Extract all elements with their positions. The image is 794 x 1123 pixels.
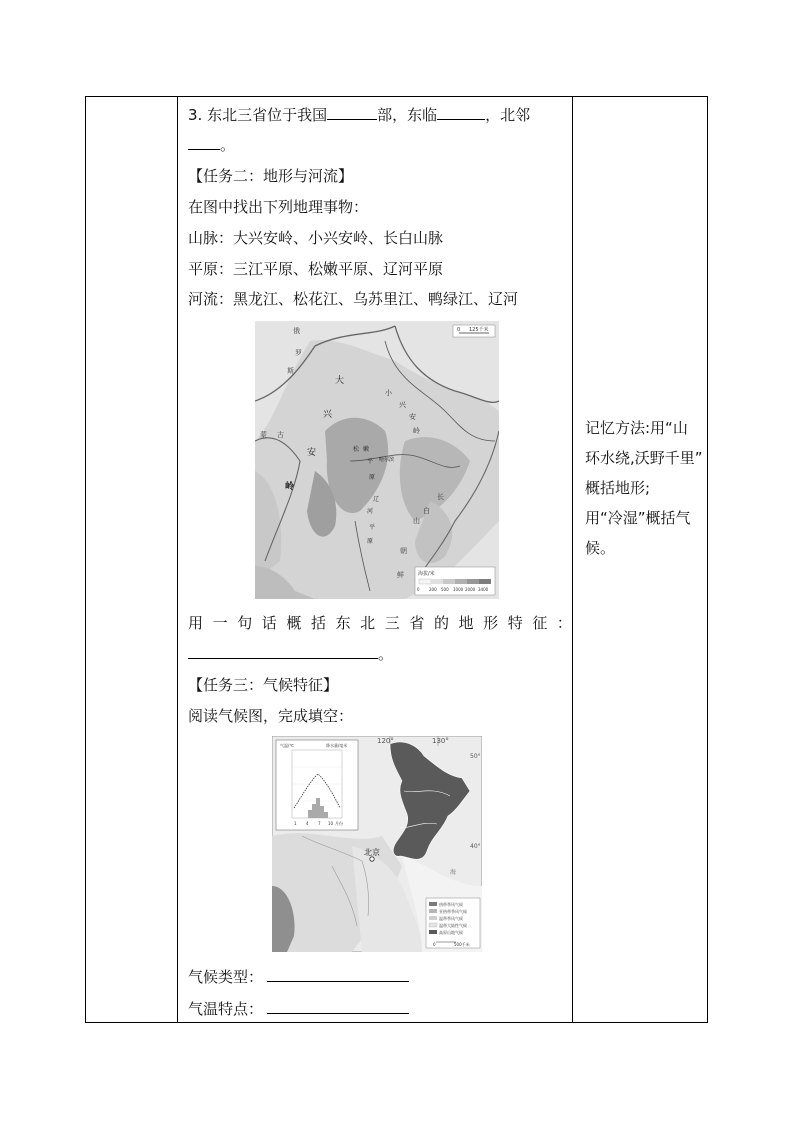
label-e: 俄 <box>293 327 300 335</box>
map1-tick-0: 0 <box>417 587 420 592</box>
blank-temp-feature[interactable] <box>267 999 409 1014</box>
legend-tropical: 热带季风气候 <box>439 902 463 907</box>
tip-line-1: 记忆方法:用“山 <box>585 419 688 437</box>
summary-char: 形 <box>483 614 499 632</box>
month-4: 4 <box>306 821 309 826</box>
label-liao: 辽 <box>373 496 380 503</box>
label-yuan: 原 <box>369 474 376 481</box>
summary-char: 一 <box>212 614 228 632</box>
summary-char: 北 <box>360 614 376 632</box>
question-3-line2 <box>188 135 235 155</box>
map1-legend-title: 海拔/米 <box>418 571 435 577</box>
label-meng: 蒙 <box>260 431 267 439</box>
rivers-line: 河流：黑龙江、松花江、乌苏里江、鸭绿江、辽河 <box>188 290 519 308</box>
label-xiao-an: 安 <box>409 413 416 421</box>
label-ling: 岭 <box>285 482 295 492</box>
label-harbin: 哈尔滨 <box>379 457 395 463</box>
terrain-summary-blank-line <box>188 644 393 664</box>
blank-terrain-summary[interactable] <box>188 644 378 659</box>
map2-scale: 500千米 <box>454 942 470 947</box>
lon-130: 130° <box>432 737 449 745</box>
label-luo: 罗 <box>295 349 302 357</box>
q3-text-1: 3. 东北三省位于我国 <box>188 106 328 124</box>
temp-feature-label: 气温特点： <box>188 1000 264 1018</box>
task3-instruction: 阅读气候图，完成填空： <box>188 707 354 725</box>
map1-tick-2: 500 <box>441 587 449 592</box>
summary-end: 。 <box>378 645 394 663</box>
summary-char: 特 <box>507 614 523 632</box>
map1-scale-zero: 0 <box>457 327 461 333</box>
legend-subtropical: 亚热带季风气候 <box>439 909 467 914</box>
label-shan: 山 <box>413 517 420 525</box>
map1-tick-1: 200 <box>429 587 437 592</box>
summary-char: 的 <box>433 614 449 632</box>
plains-line: 平原：三江平原、松嫩平原、辽河平原 <box>188 260 444 278</box>
summary-char: 征 <box>532 614 548 632</box>
label-xiao: 小 <box>385 389 392 397</box>
label-xian: 鲜 <box>397 571 404 579</box>
temperature-feature-line <box>188 999 409 1019</box>
terrain-map <box>255 321 499 599</box>
worksheet-table <box>85 96 708 1023</box>
month-7: 7 <box>318 821 321 826</box>
lat-50: 50° <box>470 753 481 760</box>
summary-char: 省 <box>409 614 425 632</box>
q3-end: 。 <box>220 136 236 154</box>
map1-tick-4: 2000 <box>465 587 476 592</box>
legend-plateau: 高原山地气候 <box>439 930 463 935</box>
memory-tip <box>579 413 709 563</box>
summary-char: 用 <box>188 614 204 632</box>
tip-line-5: 候。 <box>585 539 616 557</box>
map2-scale-zero: 0 <box>433 942 436 947</box>
label-yuan2: 原 <box>367 538 374 545</box>
map1-tick-3: 1000 <box>453 587 464 592</box>
tip-line-3: 概括地形; <box>585 479 651 497</box>
blank-climate-type[interactable] <box>267 967 409 982</box>
legend-temperate-monsoon: 温带季风气候 <box>439 916 463 921</box>
label-bai: 白 <box>423 507 430 515</box>
q3-text-3: ，北邻 <box>485 106 531 124</box>
label-song: 松 <box>353 446 360 453</box>
legend-temperate-continental: 温带大陆性气候 <box>439 923 467 928</box>
climate-type-label: 气候类型： <box>188 968 264 986</box>
map1-scale: 125千米 <box>469 327 489 333</box>
task2-instruction: 在图中找出下列地理事物： <box>188 198 369 216</box>
label-gu: 古 <box>277 431 284 439</box>
month-label: 月份 <box>335 821 343 826</box>
label-chang: 长 <box>437 493 444 501</box>
climate-map <box>272 736 482 952</box>
summary-char: 地 <box>458 614 474 632</box>
tip-line-4: 用“冷湿”概括气 <box>585 509 691 527</box>
label-nen: 嫩 <box>363 446 370 453</box>
blank-direction[interactable] <box>327 105 377 120</box>
lat-40: 40° <box>470 843 481 850</box>
label-an: 安 <box>307 448 317 458</box>
label-xing: 兴 <box>323 410 333 420</box>
climate-type-line <box>188 967 409 987</box>
map1-tick-5: 3400 <box>478 587 489 592</box>
climograph-left-label: 气温/℃ <box>280 743 294 748</box>
climograph-right-label: 降水量/毫米 <box>326 743 348 748</box>
terrain-summary-prompt <box>188 613 572 633</box>
sea-label: 海 <box>450 869 457 876</box>
month-10: 10 <box>328 821 334 826</box>
q3-text-2: 部，东临 <box>377 106 438 124</box>
summary-char: 话 <box>261 614 277 632</box>
label-xiao-xing: 兴 <box>399 401 406 409</box>
beijing-label: 北京 <box>364 848 380 857</box>
summary-char: 概 <box>286 614 302 632</box>
summary-char: 括 <box>310 614 326 632</box>
label-chao: 朝 <box>400 547 407 555</box>
label-ping2: 平 <box>369 524 376 531</box>
summary-char: 句 <box>237 614 253 632</box>
task3-title: 【任务三：气候特征】 <box>188 676 339 694</box>
blank-north[interactable] <box>188 135 220 150</box>
label-xiao-ling: 岭 <box>413 427 420 435</box>
summary-char: 三 <box>384 614 400 632</box>
label-si: 斯 <box>287 367 294 375</box>
label-da: 大 <box>335 376 345 386</box>
task2-title: 【任务二：地形与河流】 <box>188 167 354 185</box>
summary-char: ： <box>556 614 572 632</box>
question-3 <box>188 105 530 125</box>
label-he: 河 <box>367 508 374 515</box>
task-column <box>178 97 572 1022</box>
blank-east[interactable] <box>437 105 485 120</box>
month-1: 1 <box>294 821 297 826</box>
lon-120: 120° <box>377 737 394 745</box>
mountains-line: 山脉：大兴安岭、小兴安岭、长白山脉 <box>188 229 444 247</box>
column-divider-2 <box>572 97 573 1022</box>
label-ping: 平 <box>367 458 374 465</box>
tip-line-2: 环水绕,沃野千里” <box>585 449 703 467</box>
summary-char: 东 <box>335 614 351 632</box>
